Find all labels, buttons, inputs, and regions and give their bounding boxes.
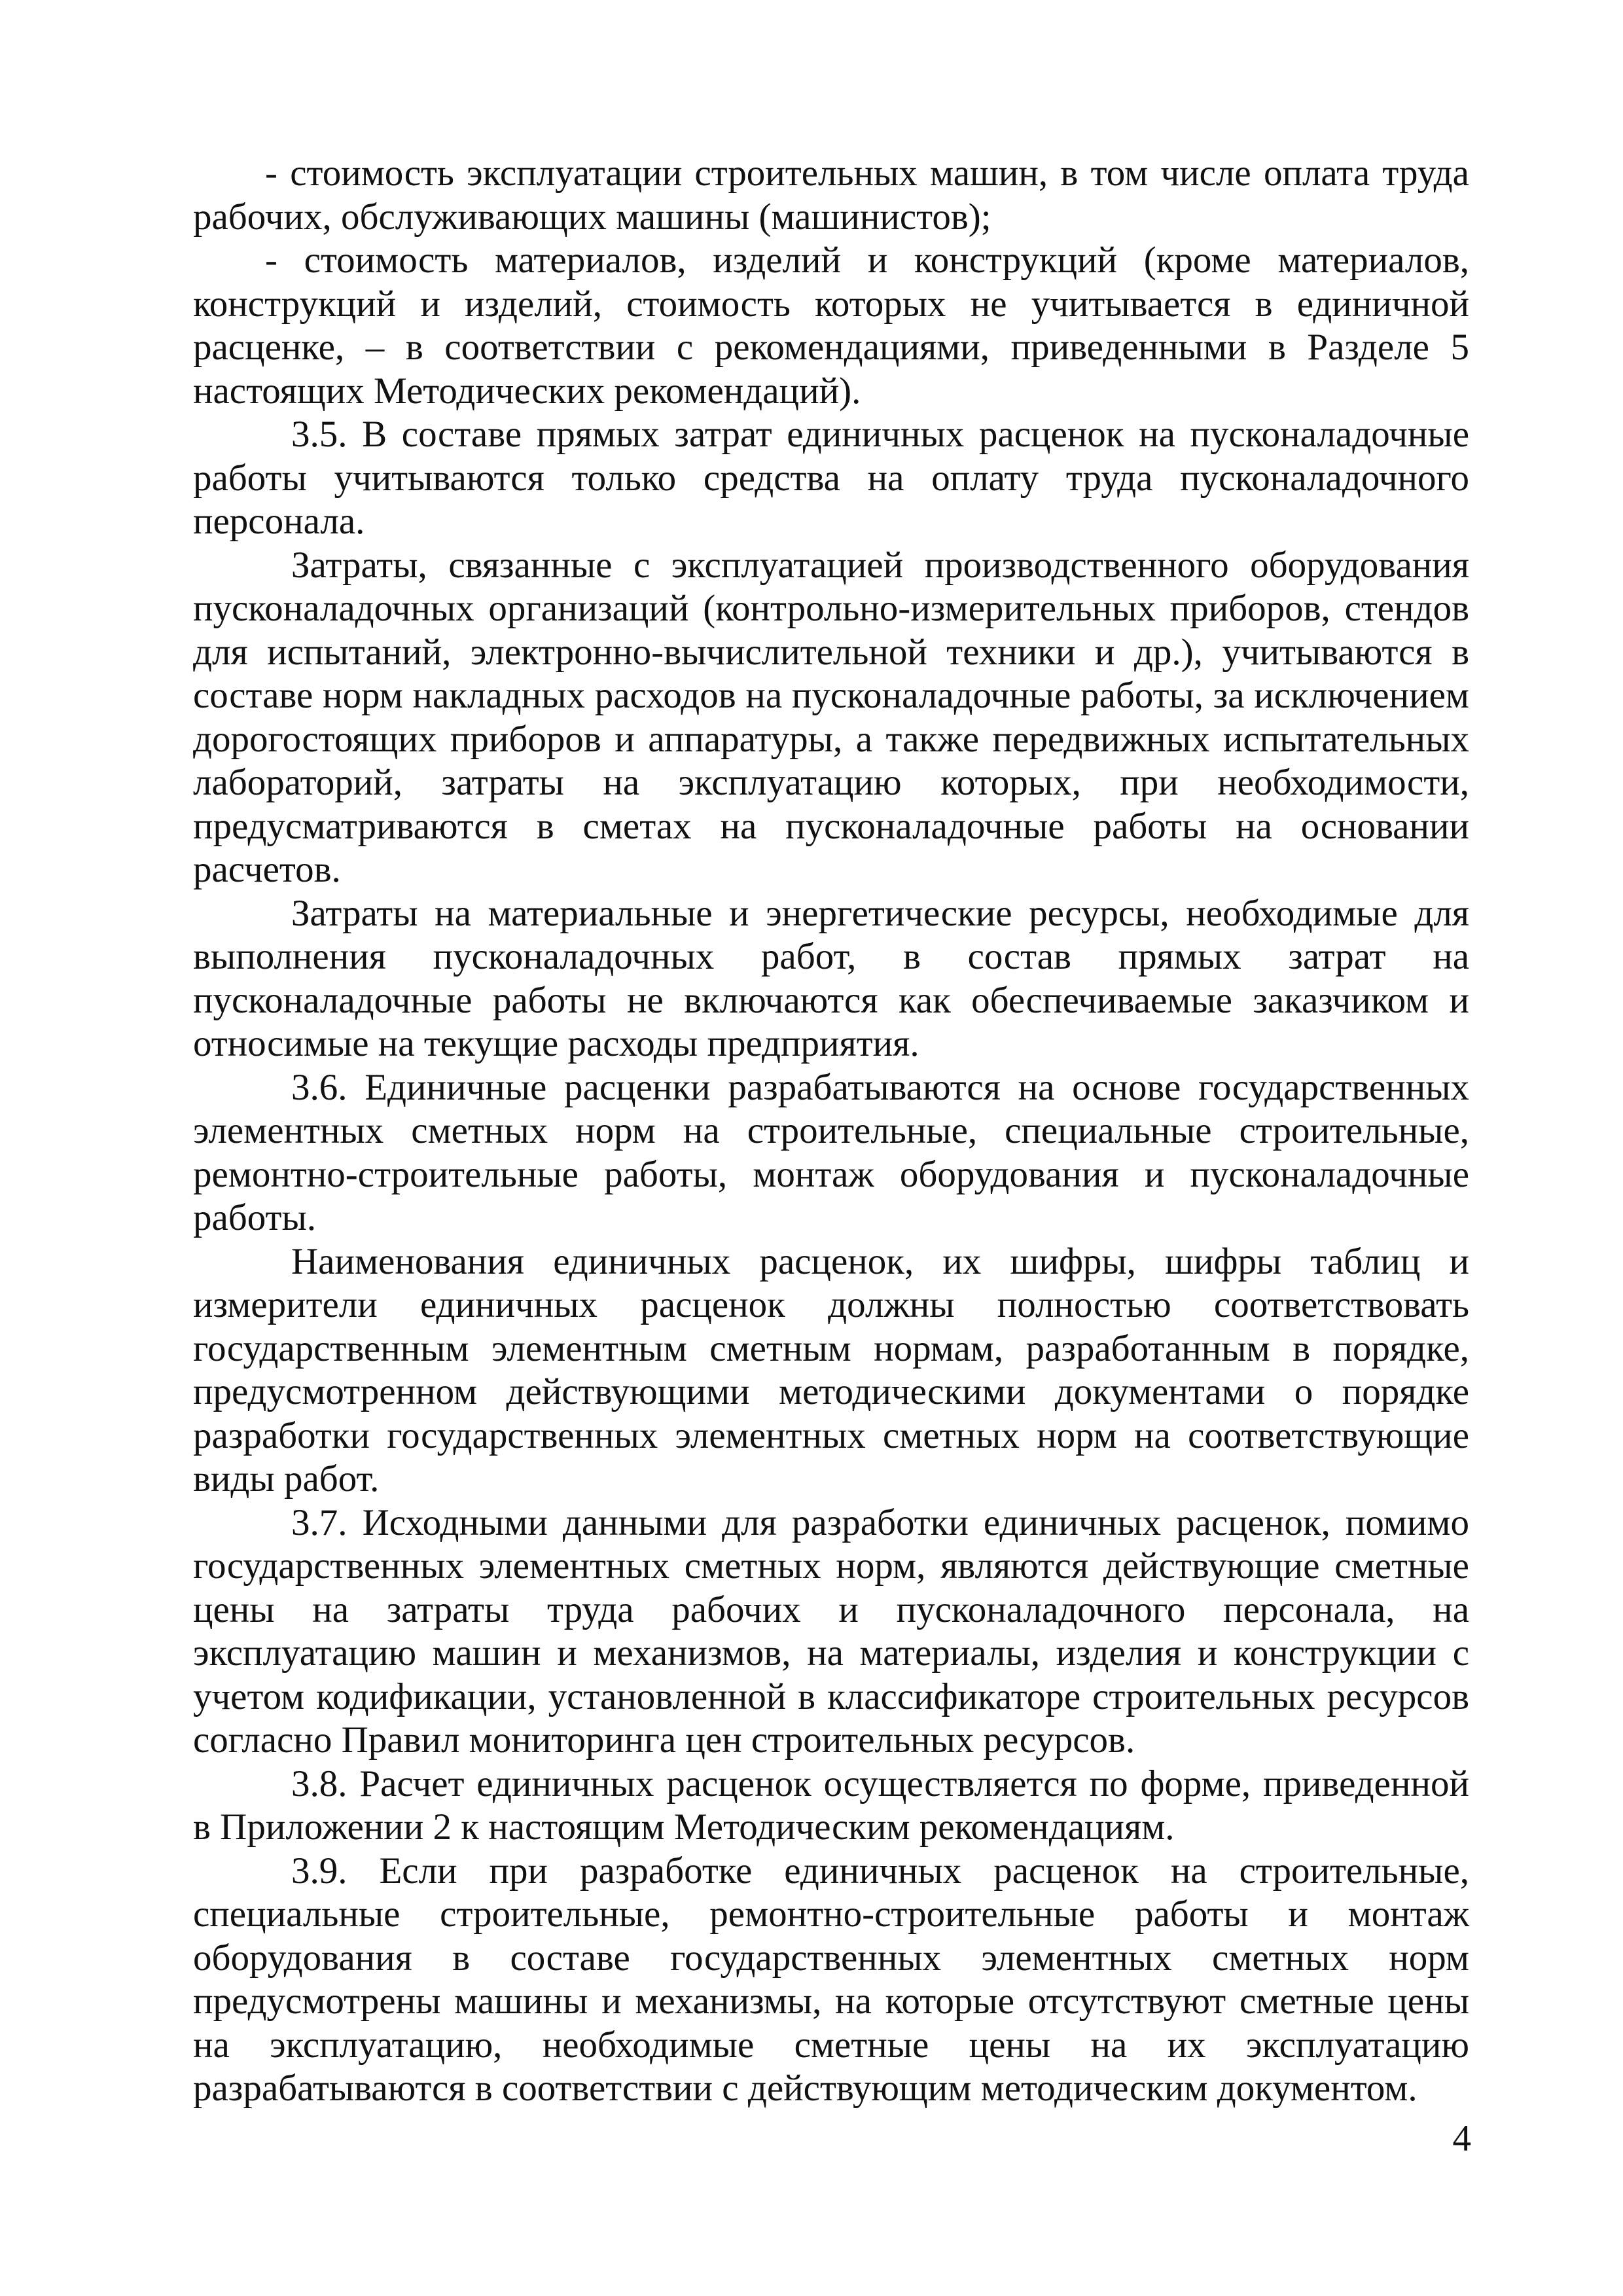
paragraph-3-7: 3.7. Исходными данными для разработки единичных расценок, помимо государственных элементных сметных норм, являются действующие сметные цены на затраты труда рабочих и пусконаладочного персонала, на эксплуатацию машин и механизмов, на материалы, изделия и конструкции с учетом кодификации, установленной в классификаторе строительных ресурсов согласно Правил мониторинга цен строительных ресурсов. <box>193 1501 1469 1761</box>
paragraph-3-5: 3.5. В составе прямых затрат единичных расценок на пусконаладочные работы учитываются только средства на оплату труда пусконаладочного персонала. <box>193 414 1469 542</box>
paragraph-3-6: 3.6. Единичные расценки разрабатываются на основе государственных элементных сметных норм на строительные, специальные строительные, ремонтно-строительные работы, монтаж оборудования и пусконаладочные работы. <box>193 1066 1469 1238</box>
page-number: 4 <box>1452 2118 1471 2159</box>
paragraph-machine-costs: - стоимость эксплуатации строительных машин, в том числе оплата труда рабочих, обслуживающих машины (машинистов); <box>193 152 1469 238</box>
paragraph-naming: Наименования единичных расценок, их шифры, шифры таблиц и измерители единичных расценок должны полностью соответствовать государственным элементным сметным нормам, разработанным в порядке, предусмотренном действующими методическими документами о порядке разработки государственных элементных сметных норм на соответствующие виды работ. <box>193 1240 1469 1499</box>
paragraph-3-9: 3.9. Если при разработке единичных расценок на строительные, специальные строительные, ремонтно-строительные работы и монтаж оборудования в составе государственных элементных сметных норм предусмотрены машины и механизмы, на которые отсутствуют сметные цены на эксплуатацию, необходимые сметные цены на их эксплуатацию разрабатываются в соответствии с действующим методическим документом. <box>193 1850 1469 2109</box>
paragraph-material-costs: - стоимость материалов, изделий и конструкций (кроме материалов, конструкций и изделий, стоимость которых не учитывается в единичной расценке, – в соответствии с рекомендациями, приведенными в Разделе 5 настоящих Методических рекомендаций). <box>193 240 1469 412</box>
paragraph-energy-costs: Затраты на материальные и энергетические ресурсы, необходимые для выполнения пусконаладочных работ, в состав прямых затрат на пусконаладочные работы не включаются как обеспечиваемые заказчиком и относимые на текущие расходы предприятия. <box>193 892 1469 1064</box>
paragraph-equipment-costs: Затраты, связанные с эксплуатацией производственного оборудования пусконаладочных организаций (контрольно-измерительных приборов, стендов для испытаний, электронно-вычислительной техники и др.), учитываются в составе норм накладных расходов на пусконаладочные работы, за исключением дорогостоящих приборов и аппаратуры, а также передвижных испытательных лабораторий, затраты на эксплуатацию которых, при необходимости, предусматриваются в сметах на пусконаладочные работы на основании расчетов. <box>193 544 1469 890</box>
paragraph-3-8: 3.8. Расчет единичных расценок осуществляется по форме, приведенной в Приложении 2 к настоящим Методическим рекомендациям. <box>193 1763 1469 1848</box>
document-body <box>193 152 1469 2111</box>
